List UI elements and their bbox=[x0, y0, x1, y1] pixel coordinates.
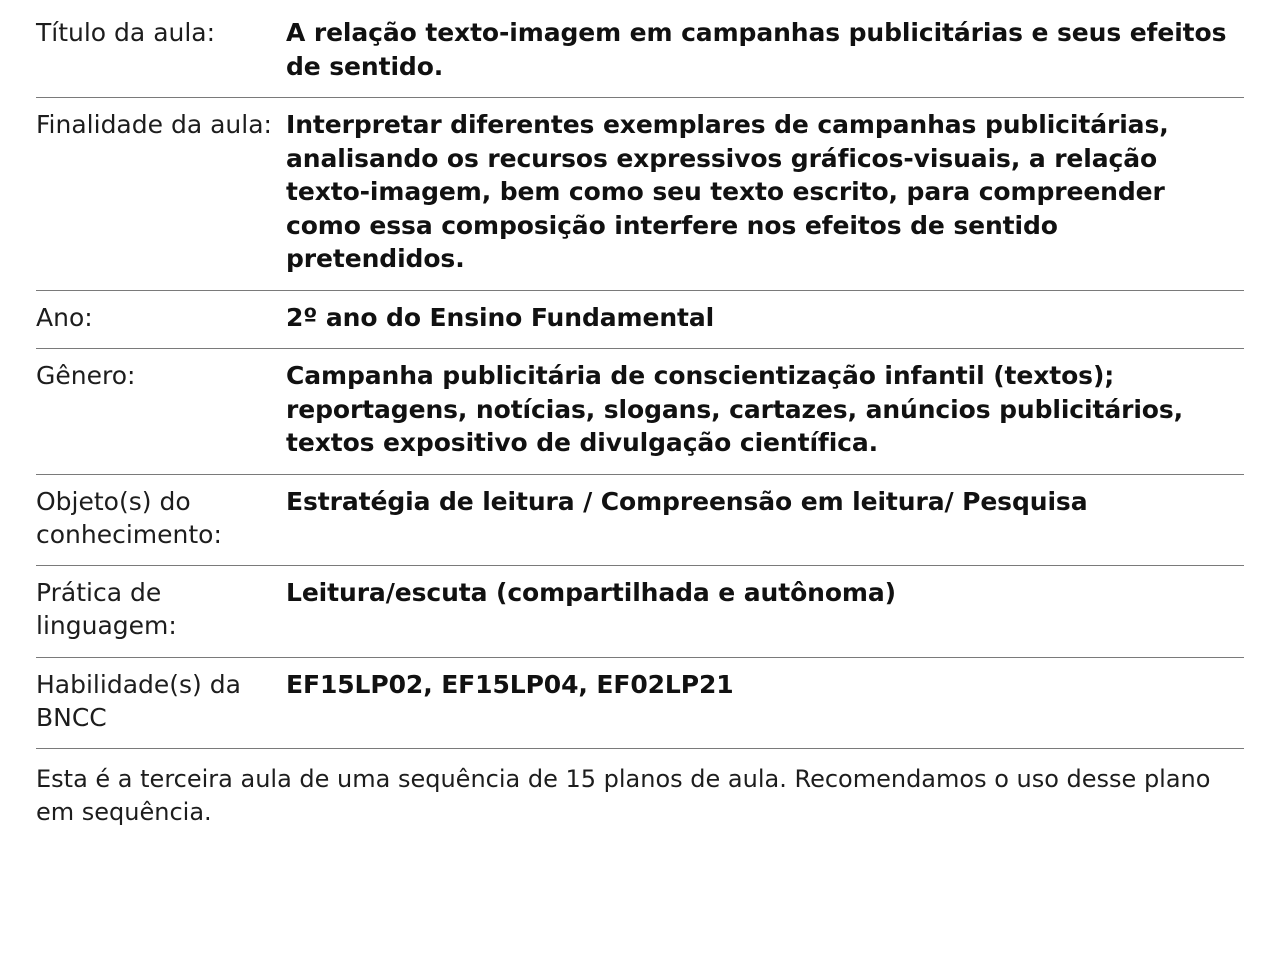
table-row bbox=[36, 98, 1244, 291]
table-row bbox=[36, 349, 1244, 475]
row-value-titulo-da-aula: A relação texto-imagem em campanhas publicitárias e seus efeitos de sentido. bbox=[286, 10, 1244, 98]
row-value-habilidades-da-bncc: EF15LP02, EF15LP04, EF02LP21 bbox=[286, 657, 1244, 749]
row-value-objetos-do-conhecimento: Estratégia de leitura / Compreensão em leitura/ Pesquisa bbox=[286, 474, 1244, 566]
lesson-plan-table bbox=[36, 10, 1244, 842]
table-row bbox=[36, 657, 1244, 749]
table-row bbox=[36, 474, 1244, 566]
row-value-finalidade-da-aula: Interpretar diferentes exemplares de campanhas publicitárias, analisando os recursos expressivos gráficos-visuais, a relação texto-imagem, bem como seu texto escrito, para compreender como essa composição interfere nos efeitos de sentido pretendidos. bbox=[286, 98, 1244, 291]
lesson-plan-table-body bbox=[36, 10, 1244, 842]
row-label-habilidades-da-bncc: Habilidade(s) da BNCC bbox=[36, 657, 286, 749]
table-row bbox=[36, 10, 1244, 98]
row-label-pratica-de-linguagem: Prática de linguagem: bbox=[36, 566, 286, 658]
row-label-titulo-da-aula: Título da aula: bbox=[36, 10, 286, 98]
row-value-ano: 2º ano do Ensino Fundamental bbox=[286, 290, 1244, 349]
table-row bbox=[36, 566, 1244, 658]
table-row bbox=[36, 290, 1244, 349]
row-label-ano: Ano: bbox=[36, 290, 286, 349]
footnote-row bbox=[36, 749, 1244, 843]
row-label-objetos-do-conhecimento: Objeto(s) do conhecimento: bbox=[36, 474, 286, 566]
row-label-finalidade-da-aula: Finalidade da aula: bbox=[36, 98, 286, 291]
row-value-genero: Campanha publicitária de conscientização infantil (textos); reportagens, notícias, slogans, cartazes, anúncios publicitários, textos expositivo de divulgação científica. bbox=[286, 349, 1244, 475]
row-value-pratica-de-linguagem: Leitura/escuta (compartilhada e autônoma) bbox=[286, 566, 1244, 658]
row-label-genero: Gênero: bbox=[36, 349, 286, 475]
footnote-text: Esta é a terceira aula de uma sequência de 15 planos de aula. Recomendamos o uso desse plano em sequência. bbox=[36, 765, 1211, 826]
